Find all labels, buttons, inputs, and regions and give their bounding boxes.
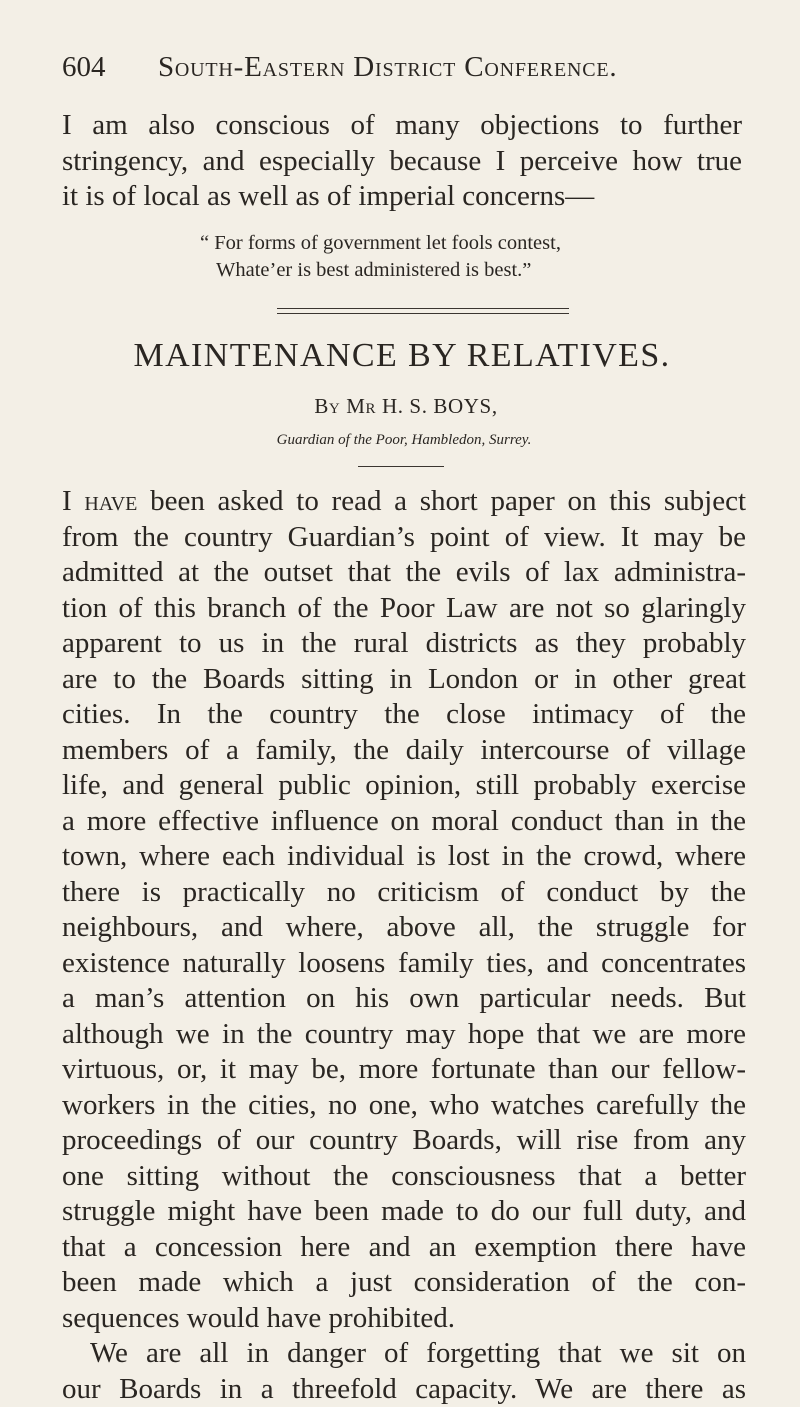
text-line: virtuous, or, it may be, more fortunate than our fellow- [62, 1052, 746, 1088]
text-line: town, where each individual is lost in the crowd, where [62, 839, 746, 875]
text-line: members of a family, the daily intercourse of village [62, 733, 746, 769]
text-line: a more effective influence on moral conduct than in the [62, 804, 746, 840]
body-paragraph-2 [62, 1336, 746, 1407]
quote-line-1: “ For forms of government let fools contest, [200, 230, 720, 257]
intro-paragraph [62, 108, 742, 215]
short-rule [358, 466, 444, 467]
text-line: proceedings of our country Boards, will rise from any [62, 1123, 746, 1159]
running-header [62, 50, 702, 84]
text-line: We are all in danger of forgetting that we sit on [62, 1336, 746, 1372]
text-line: there is practically no criticism of conduct by the [62, 875, 746, 911]
text-line: existence naturally loosens family ties, and concentrates [62, 946, 746, 982]
text-line: that a concession here and an exemption there have [62, 1230, 746, 1266]
text-line: sequences would have prohibited. [62, 1301, 746, 1337]
author-affiliation: Guardian of the Poor, Hambledon, Surrey. [0, 430, 800, 450]
opening-smallcaps-word: have [84, 485, 137, 517]
first-line-text: been asked to read a short paper on this subject [150, 485, 746, 517]
text-line: workers in the cities, no one, who watches carefully the [62, 1088, 746, 1124]
byline-prefix: By Mr [314, 394, 376, 418]
section-divider-double-rule [277, 308, 569, 314]
text-line [62, 484, 746, 520]
text-line: admitted at the outset that the evils of lax administra- [62, 555, 746, 591]
text-line: I am also conscious of many objections to further [62, 108, 742, 144]
text-line: tion of this branch of the Poor Law are not so glaringly [62, 591, 746, 627]
text-line: it is of local as well as of imperial concerns— [62, 179, 742, 215]
text-line: cities. In the country the close intimacy of the [62, 697, 746, 733]
text-line: our Boards in a threefold capacity. We are there as [62, 1372, 746, 1407]
text-line: from the country Guardian’s point of view. It may be [62, 520, 746, 556]
verse-quote [200, 230, 720, 284]
text-line: are to the Boards sitting in London or in other great [62, 662, 746, 698]
text-line: one sitting without the consciousness that a better [62, 1159, 746, 1195]
article-title: MAINTENANCE BY RELATIVES. [0, 336, 800, 376]
text-line: a man’s attention on his own particular needs. But [62, 981, 746, 1017]
text-line: struggle might have been made to do our full duty, and [62, 1194, 746, 1230]
text-line: stringency, and especially because I perceive how true [62, 144, 742, 180]
text-line: although we in the country may hope that we are more [62, 1017, 746, 1053]
text-line: neighbours, and where, above all, the struggle for [62, 910, 746, 946]
quote-line-2: Whate’er is best administered is best.” [200, 257, 720, 284]
byline [0, 393, 800, 419]
text-line: been made which a just consideration of the con- [62, 1265, 746, 1301]
text-line: life, and general public opinion, still probably exercise [62, 768, 746, 804]
author-name: H. S. BOYS, [382, 394, 498, 418]
drop-initial: I [62, 485, 72, 517]
running-title: South-Eastern District Conference. [158, 51, 617, 83]
text-line: apparent to us in the rural districts as they probably [62, 626, 746, 662]
body-paragraph-1 [62, 484, 746, 1336]
article-body [62, 484, 746, 1407]
page-number: 604 [62, 50, 124, 84]
